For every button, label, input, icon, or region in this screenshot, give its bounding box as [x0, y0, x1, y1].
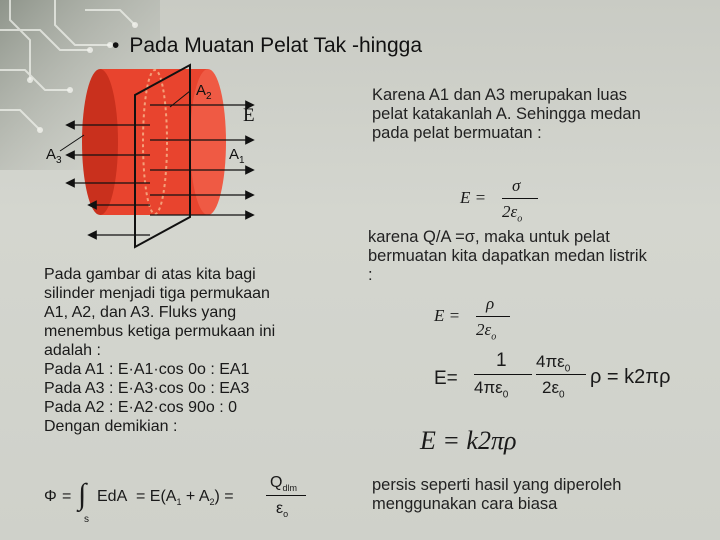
label-a2: $A_2$	[196, 82, 212, 102]
label-e: E	[243, 105, 255, 126]
para-line: Dengan demikian :	[44, 418, 178, 435]
eq3-f2-numerator: $4\pi\varepsilon_0$	[536, 352, 571, 375]
para-line: Pada A1 : E·A1·cos 0o : EA1	[44, 361, 250, 378]
eq3-f2-bar	[536, 374, 586, 375]
eq2-bar	[476, 316, 510, 317]
a3-pointer	[60, 135, 84, 151]
para-line: Pada gambar di atas kita bagi	[44, 266, 256, 283]
para-line: persis seperti hasil yang diperoleh	[372, 476, 622, 494]
eq3-f1-bar	[474, 374, 532, 375]
eq3-f1-denominator: $4\pi\varepsilon_0$	[474, 378, 509, 401]
eq1-numerator: σ	[512, 176, 521, 195]
fraction-bar	[266, 495, 306, 496]
right-paragraph-3	[372, 476, 621, 514]
eq1-denominator: $2\varepsilon_o$	[502, 202, 523, 225]
flux-explanation	[44, 265, 344, 436]
eq1-lhs: E =	[460, 188, 487, 207]
para-line: karena Q/A =σ, maka untuk pelat	[368, 228, 610, 246]
para-line: menembus ketiga permukaan ini	[44, 323, 276, 340]
charge-numerator: $Q_{dlm}$	[270, 474, 297, 494]
integral-icon: ∫	[78, 478, 87, 511]
para-line: Pada A3 : E·A3·cos 0o : EA3	[44, 380, 250, 397]
flux-equation	[42, 474, 342, 528]
para-line: bermuatan kita dapatkan medan listrik	[368, 247, 647, 265]
para-line: pelat katakanlah A. Sehingga medan	[372, 105, 641, 123]
para-line: :	[368, 266, 373, 284]
para-line: menggunakan cara biasa	[372, 495, 558, 513]
slide-title: Pada Muatan Pelat Tak -hingga	[129, 34, 423, 57]
equals-sign: =	[62, 488, 72, 505]
para-line: pada pelat bermuatan :	[372, 124, 542, 142]
flux-sum: = $E(A_1 + A_2)$ =	[136, 488, 234, 508]
integrand: EdA	[97, 488, 128, 505]
equation-sigma	[460, 176, 570, 226]
eq3-lhs: E=	[434, 368, 458, 389]
equation-k	[434, 350, 704, 410]
eq2-lhs: E =	[434, 306, 461, 325]
eq2-denominator: $2\varepsilon_o$	[476, 320, 497, 343]
eq3-f1-numerator: 1	[496, 350, 507, 371]
surface-subscript: s	[84, 514, 89, 525]
para-line: A1, A2, dan A3. Fluks yang	[44, 304, 237, 321]
phi-symbol: Φ	[44, 488, 57, 505]
eq1-bar	[502, 198, 538, 199]
eq2-numerator: ρ	[486, 294, 495, 313]
cylinder-left-face	[82, 69, 118, 215]
eq3-rhs: ρ = k2πρ	[590, 366, 671, 388]
para-line: silinder menjadi tiga permukaan	[44, 285, 270, 302]
label-a3: $A_3$	[46, 146, 62, 166]
right-paragraph-2	[368, 228, 647, 285]
epsilon-denominator: $\varepsilon_o$	[276, 500, 289, 520]
para-line: Karena A1 dan A3 merupakan luas	[372, 86, 628, 104]
para-line: adalah :	[44, 342, 101, 359]
right-paragraph-1	[372, 86, 641, 143]
equation-rho	[434, 294, 544, 344]
eq3-f2-denominator: $2\varepsilon_0$	[542, 378, 565, 401]
label-a1: $A_1$	[229, 146, 245, 166]
title-bullet: •	[112, 34, 120, 57]
para-line: Pada A2 : E·A2·cos 90o : 0	[44, 399, 238, 416]
equation-final: E = k2πρ	[420, 426, 517, 455]
